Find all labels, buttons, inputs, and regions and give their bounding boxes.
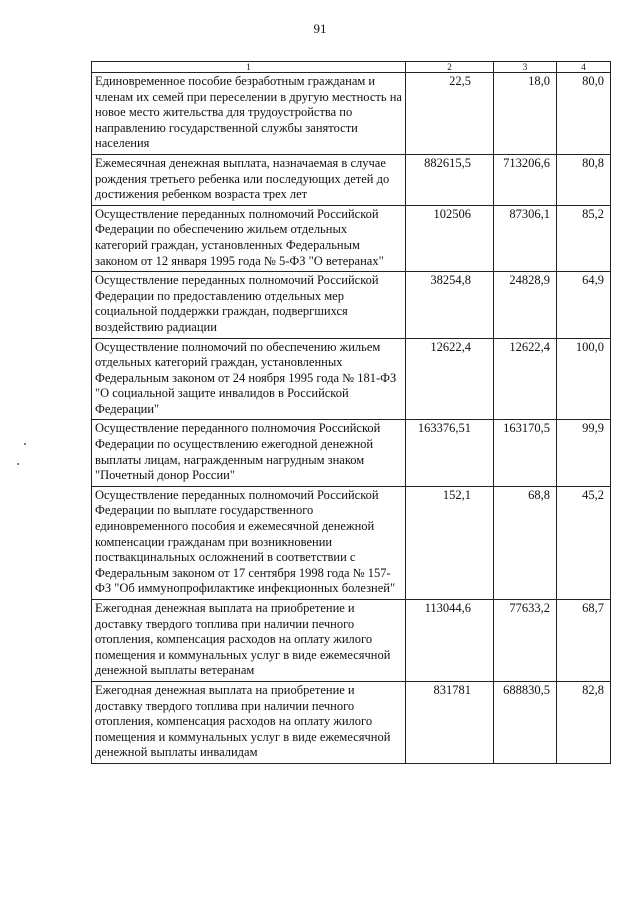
value-col4: 80,0 xyxy=(557,73,611,155)
value-col3: 24828,9 xyxy=(494,272,557,338)
column-header-2: 2 xyxy=(406,62,494,73)
value-col3: 713206,6 xyxy=(494,154,557,205)
value-col3: 18,0 xyxy=(494,73,557,155)
value-col3: 68,8 xyxy=(494,486,557,599)
value-col3: 77633,2 xyxy=(494,600,557,682)
row-description: Осуществление переданных полномочий Российской Федерации по предоставлению отдельных мер социальной поддержки граждан, подвергшихся воздействию радиации xyxy=(92,272,406,338)
header-row xyxy=(92,62,611,73)
table-row xyxy=(92,338,611,420)
value-col2: 12622,4 xyxy=(406,338,494,420)
value-col3: 163170,5 xyxy=(494,420,557,486)
value-col4: 68,7 xyxy=(557,600,611,682)
table-row xyxy=(92,600,611,682)
row-description: Ежемесячная денежная выплата, назначаемая в случае рождения третьего ребенка или последующих детей до достижения ребенком возраста трех лет xyxy=(92,154,406,205)
value-col2: 152,1 xyxy=(406,486,494,599)
value-col4: 80,8 xyxy=(557,154,611,205)
row-description: Единовременное пособие безработным гражданам и членам их семей при переселении в другую местность на новое место жительства для трудоустройства по направлению государственной службы занятости населения xyxy=(92,73,406,155)
table-row xyxy=(92,205,611,271)
column-header-3: 3 xyxy=(494,62,557,73)
page-number: 91 xyxy=(313,21,327,36)
row-description: Осуществление переданных полномочий Российской Федерации по обеспечению жильем отдельных категорий граждан, установленных Федеральным законом от 12 января 1995 года № 5-ФЗ "О ветеранах" xyxy=(92,205,406,271)
value-col3: 688830,5 xyxy=(494,681,557,763)
value-col4: 82,8 xyxy=(557,681,611,763)
value-col2: 882615,5 xyxy=(406,154,494,205)
row-description: Осуществление полномочий по обеспечению жильем отдельных категорий граждан, установленных Федеральным законом от 24 ноября 1995 года № 181-ФЗ "О социальной защите инвалидов в Российской Федерации" xyxy=(92,338,406,420)
value-col4: 85,2 xyxy=(557,205,611,271)
scan-speck xyxy=(24,443,26,445)
value-col2: 113044,6 xyxy=(406,600,494,682)
budget-table xyxy=(91,61,611,764)
value-col4: 100,0 xyxy=(557,338,611,420)
value-col4: 45,2 xyxy=(557,486,611,599)
value-col2: 102506 xyxy=(406,205,494,271)
row-description: Осуществление переданного полномочия Российской Федерации по осуществлению ежегодной денежной выплаты лицам, награжденным нагрудным знаком "Почетный донор России" xyxy=(92,420,406,486)
row-description: Ежегодная денежная выплата на приобретение и доставку твердого топлива при наличии печного отопления, компенсация расходов на оплату жилого помещения и коммунальных услуг в виде ежемесячной денежной выплаты инвалидам xyxy=(92,681,406,763)
value-col4: 99,9 xyxy=(557,420,611,486)
table-row xyxy=(92,681,611,763)
value-col2: 163376,51 xyxy=(406,420,494,486)
table-row xyxy=(92,154,611,205)
value-col3: 87306,1 xyxy=(494,205,557,271)
column-header-1: 1 xyxy=(92,62,406,73)
value-col4: 64,9 xyxy=(557,272,611,338)
value-col3: 12622,4 xyxy=(494,338,557,420)
value-col2: 831781 xyxy=(406,681,494,763)
table-row xyxy=(92,272,611,338)
scan-speck xyxy=(17,463,19,465)
table-row xyxy=(92,73,611,155)
table-row xyxy=(92,486,611,599)
column-header-4: 4 xyxy=(557,62,611,73)
row-description: Осуществление переданных полномочий Российской Федерации по выплате государственного единовременного пособия и ежемесячной денежной компенсации гражданам при возникновении поствакцинальных осложнений в соответствии с Федеральным законом от 17 сентября 1998 года № 157-ФЗ "Об иммунопрофилактике инфекционных болезней" xyxy=(92,486,406,599)
value-col2: 38254,8 xyxy=(406,272,494,338)
value-col2: 22,5 xyxy=(406,73,494,155)
row-description: Ежегодная денежная выплата на приобретение и доставку твердого топлива при наличии печного отопления, компенсация расходов на оплату жилого помещения и коммунальных услуг в виде ежемесячной денежной выплаты ветеранам xyxy=(92,600,406,682)
table-row xyxy=(92,420,611,486)
